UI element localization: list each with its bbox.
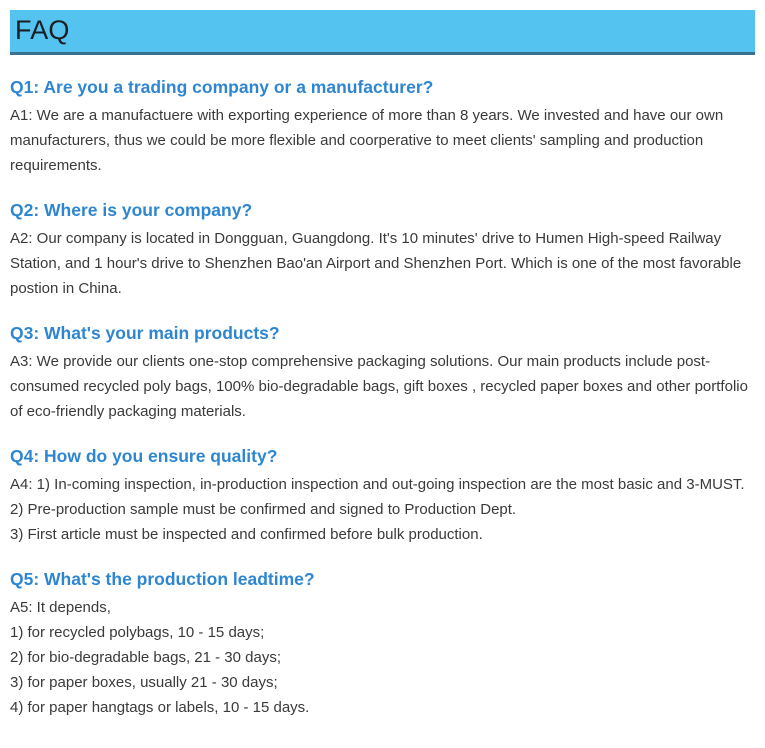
faq-answer-line: A4: 1) In-coming inspection, in-production inspection and out-going inspection are the most basic and 3-MUST. — [10, 476, 745, 493]
faq-question: Q5: What's the production leadtime? — [10, 569, 315, 589]
faq-answer-line: A2: Our company is located in Dongguan, Guangdong. It's 10 minutes' drive to Humen High-speed Railway Station, and 1 hour's drive to Shenzhen Bao'an Airport and Shenzhen Port. Which is one of the most favorable postion in China. — [10, 230, 742, 297]
faq-item — [10, 322, 755, 424]
faq-answer-line: 4) for paper hangtags or labels, 10 - 15 days. — [10, 699, 310, 716]
faq-question: Q2: Where is your company? — [10, 200, 253, 220]
faq-answer-line: 2) for bio-degradable bags, 21 - 30 days; — [10, 649, 282, 666]
faq-answer-line: A5: It depends, — [10, 599, 111, 616]
faq-answer — [10, 349, 755, 424]
faq-answer-line: A3: We provide our clients one-stop comprehensive packaging solutions. Our main products include post-consumed recycled poly bags, 100% bio-degradable bags, gift boxes , recycled paper boxes and other portfolio of eco-friendly packaging materials. — [10, 353, 748, 420]
faq-answer-line: 3) for paper boxes, usually 21 - 30 days; — [10, 674, 278, 691]
faq-question: Q1: Are you a trading company or a manufacturer? — [10, 77, 434, 97]
faq-question: Q3: What's your main products? — [10, 323, 280, 343]
faq-answer-line: 1) for recycled polybags, 10 - 15 days; — [10, 624, 265, 641]
faq-item — [10, 76, 755, 178]
page-title: FAQ — [15, 15, 70, 45]
faq-item — [10, 199, 755, 301]
faq-item — [10, 568, 755, 720]
faq-answer-line: 3) First article must be inspected and confirmed before bulk production. — [10, 526, 483, 543]
faq-item — [10, 445, 755, 547]
faq-section-header — [10, 10, 755, 55]
faq-list — [10, 76, 755, 720]
faq-answer — [10, 103, 755, 178]
faq-answer — [10, 472, 755, 547]
faq-answer-line: 2) Pre-production sample must be confirmed and signed to Production Dept. — [10, 501, 517, 518]
faq-answer — [10, 595, 755, 720]
faq-question: Q4: How do you ensure quality? — [10, 446, 278, 466]
faq-answer-line: A1: We are a manufactuere with exporting experience of more than 8 years. We invested and have our own manufacturers, thus we could be more flexible and coorperative to meet clients' sampling and production requirements. — [10, 107, 724, 174]
faq-answer — [10, 226, 755, 301]
